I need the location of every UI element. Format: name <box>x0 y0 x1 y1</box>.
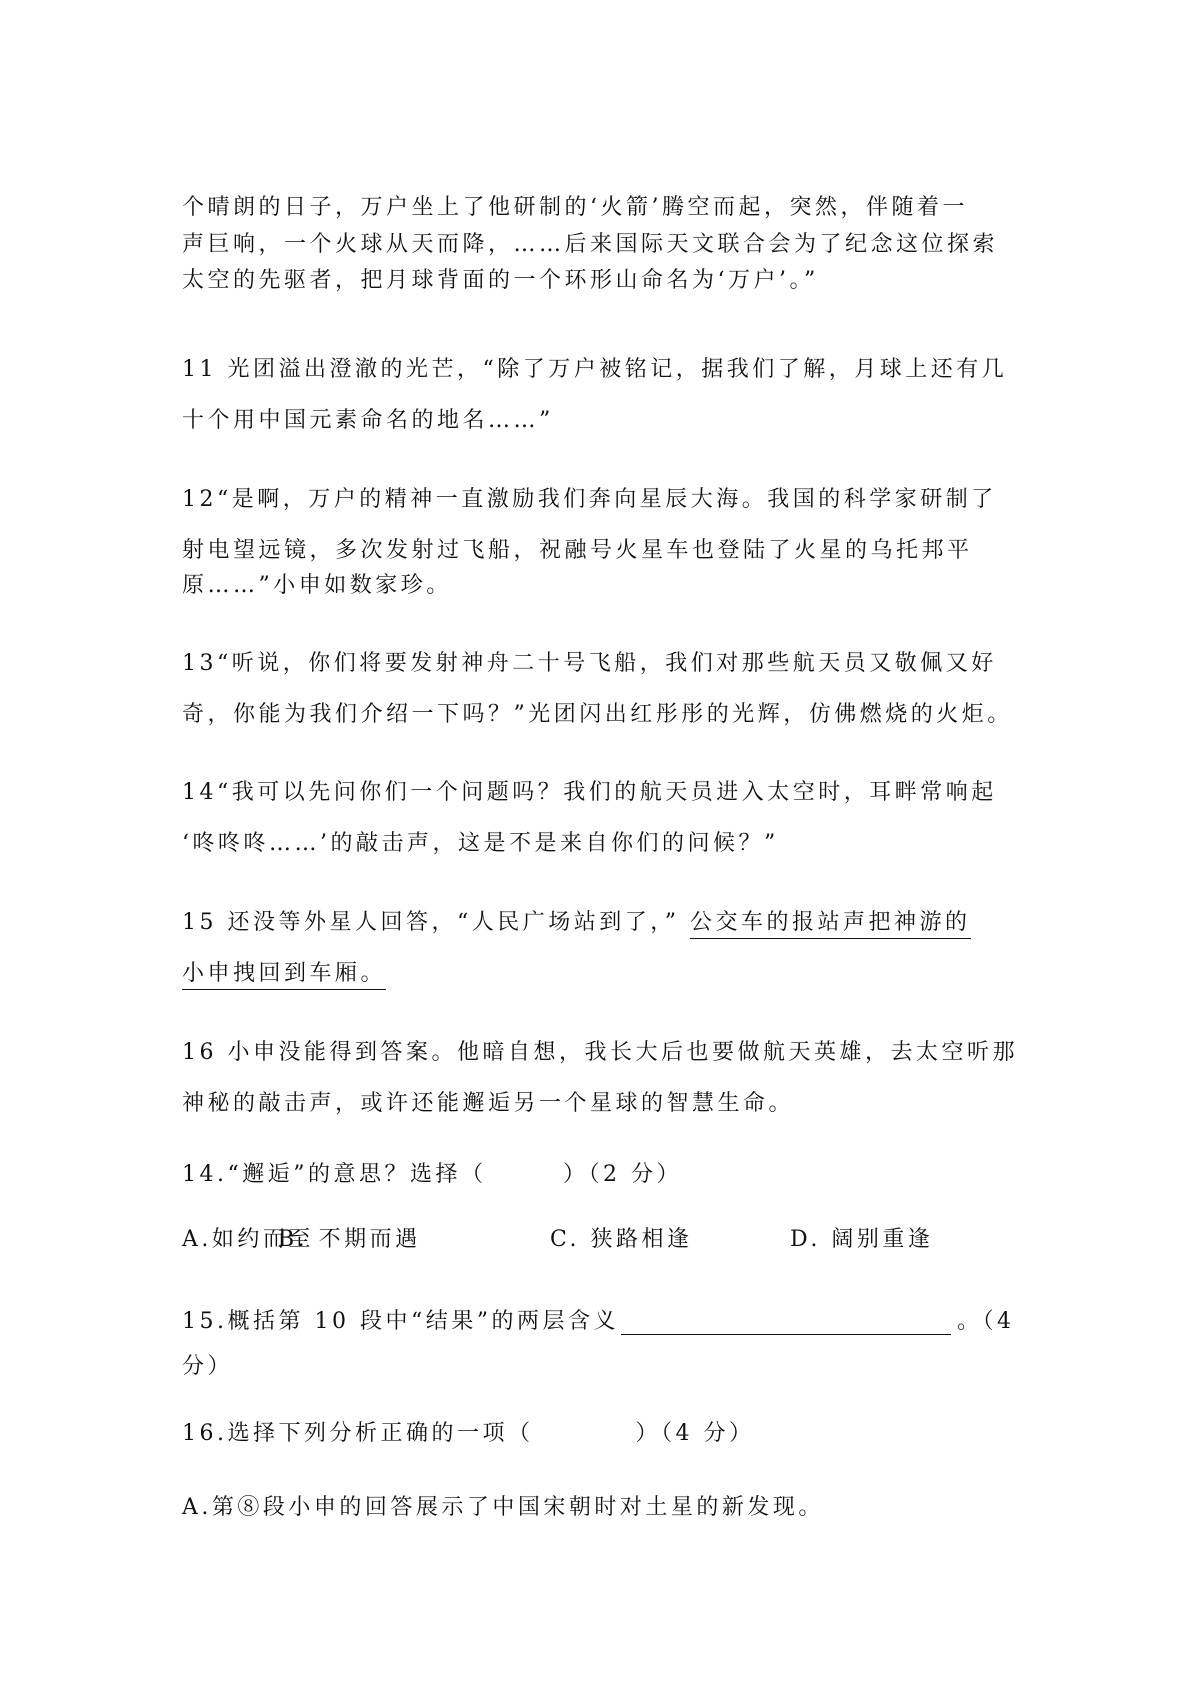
paragraph-line: 神秘的敲击声，或许还能邂逅另一个星球的智慧生命。 <box>182 1091 795 1116</box>
paragraph-line <box>182 956 386 987</box>
question-text: 16.选择下列分析正确的一项（ ）（4 分） <box>182 1421 755 1446</box>
paragraph-line: 十个用中国元素命名的地名……” <box>182 408 554 433</box>
underlined-sentence: 公交车的报站声把神游的 <box>690 910 971 939</box>
paragraph-line: 声巨响，一个火球从天而降，……后来国际天文联合会为了纪念这位探索 <box>182 232 999 257</box>
paragraph-line: 个晴朗的日子，万户坐上了他研制的‘火箭’腾空而起，突然，伴随着一 <box>182 195 968 220</box>
paragraph-line: 13“听说，你们将要发射神舟二十号飞船，我们对那些航天员又敬佩又好 <box>182 651 997 676</box>
question-text: 分） <box>182 1354 234 1379</box>
paragraph-line <box>182 905 971 936</box>
paragraph-line: ‘咚咚咚……’的敲击声，这是不是来自你们的问候？” <box>182 831 779 856</box>
option-c[interactable]: C. 狭路相逢 <box>550 1227 693 1252</box>
paragraph-line: 射电望远镜，多次发射过飞船，祝融号火星车也登陆了火星的乌托邦平 <box>182 538 973 563</box>
question-text-part: 。（4 <box>956 1309 1015 1334</box>
paragraph-line: 11 光团溢出澄澈的光芒，“除了万户被铭记，据我们了解，月球上还有几 <box>182 357 1008 382</box>
question-text <box>182 1304 1014 1335</box>
paragraph-line: 奇，你能为我们介绍一下吗？”光团闪出红彤彤的光辉，仿佛燃烧的火炬。 <box>182 702 1013 727</box>
paragraph-text: 15 还没等外星人回答，“人民广场站到了，” <box>182 910 690 935</box>
underlined-sentence: 小申拽回到车厢。 <box>182 961 386 990</box>
option-a[interactable]: A.如约而至 <box>182 1227 314 1252</box>
paragraph-line: 原……”小申如数家珍。 <box>182 573 452 598</box>
option-d[interactable]: D. 阔别重逢 <box>790 1227 934 1252</box>
answer-blank[interactable] <box>621 1312 951 1335</box>
option-a[interactable]: A.第⑧段小申的回答展示了中国宋朝时对土星的新发现。 <box>182 1495 824 1520</box>
paragraph-line: 16 小申没能得到答案。他暗自想，我长大后也要做航天英雄，去太空听那 <box>182 1040 1018 1065</box>
question-text: 14.“邂逅”的意思？选择（ ）（2 分） <box>182 1162 682 1187</box>
paragraph-line: 14“我可以先问你们一个问题吗？我们的航天员进入太空时，耳畔常响起 <box>182 780 997 805</box>
paragraph-line: 太空的先驱者，把月球背面的一个环形山命名为‘万户’。” <box>182 268 819 293</box>
question-text-part: 15.概括第 10 段中“结果”的两层含义 <box>182 1309 619 1334</box>
option-b[interactable]: B. 不期而遇 <box>278 1227 421 1252</box>
paragraph-line: 12“是啊，万户的精神一直激励我们奔向星辰大海。我国的科学家研制了 <box>182 487 997 512</box>
